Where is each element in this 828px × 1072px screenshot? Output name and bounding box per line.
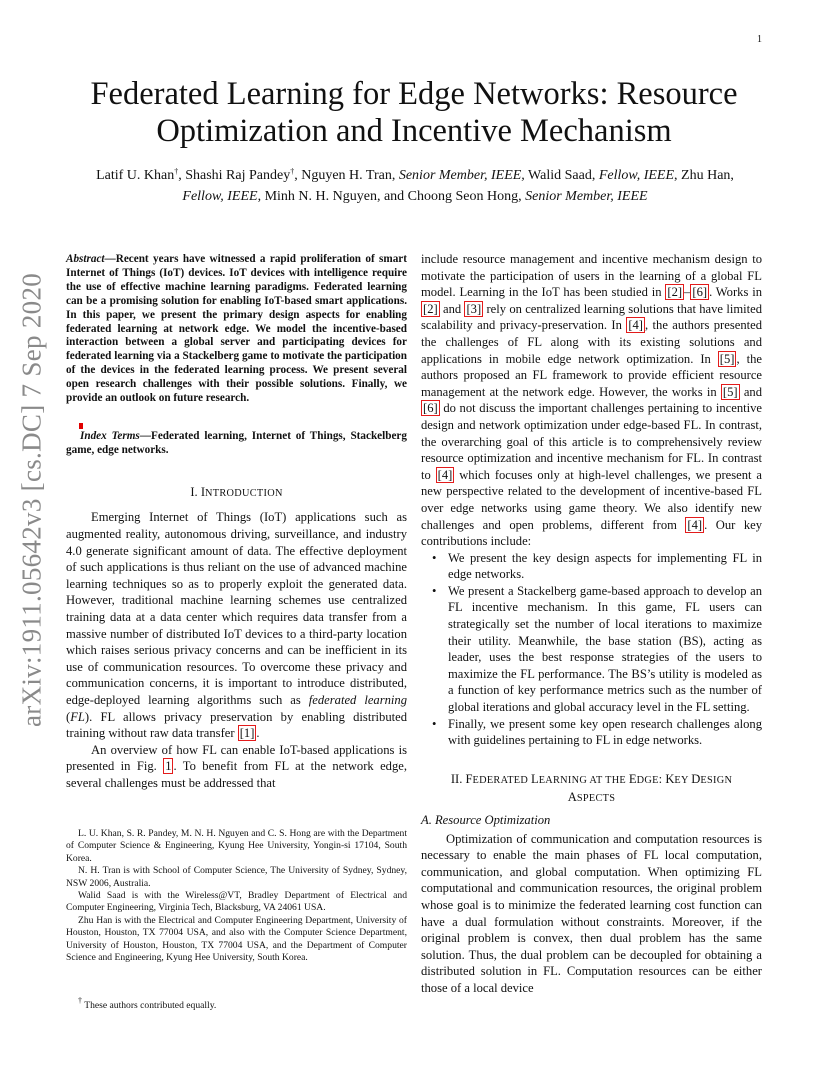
section-heading-text: L bbox=[530, 771, 539, 786]
paragraph-text: . Works in bbox=[709, 285, 762, 300]
paragraph-text: . bbox=[256, 726, 260, 741]
author-name: , Shashi Raj Pandey bbox=[178, 168, 291, 183]
paragraph-text: , the authors proposed an FL framework to provide efficient resource management at the network edge. However, the works in bbox=[421, 351, 762, 399]
footnote: L. U. Khan, S. R. Pandey, M. N. H. Nguyen and C. S. Hong are with the Department of Computer Science & Engineering, Kyung Hee University, Yongin-si 17104, South Korea. bbox=[66, 828, 407, 864]
section-number: II. bbox=[450, 771, 466, 786]
paragraph-text: rely on centralized learning solutions that have limited scalability and privacy-preservation. In bbox=[421, 301, 762, 333]
citation-link[interactable]: [2] bbox=[667, 285, 683, 300]
author-role: Senior Member, IEEE bbox=[525, 189, 648, 204]
section-heading-text: EDERATED bbox=[472, 774, 531, 786]
abstract-text: —Recent years have witnessed a rapid proliferation of smart Internet of Things (IoT) devices. IoT devices with intelligence require the use of effective machine learning paradigms. Federated learning can be a promising solution for enabling IoT-based smart applications. In this paper, we present the primary design aspects for enabling federated learning at network edge. We model the incentive-based interaction between a global server and participating devices for federated learning via a Stackelberg game to motivate the participation of the devices in the federated learning process. We present several open research challenges with their possible solutions. Finally, we provide an outlook on future research. bbox=[66, 253, 407, 405]
section-heading-text: EARNING AT THE bbox=[538, 774, 629, 786]
paragraph-text: Emerging Internet of Things (IoT) applications such as augmented reality, autonomous driving, surveillance, and industry 4.0 generate significant amount of data. The effective deployment of such applications is thus reliant on the use of advanced machine learning techniques so as to properly exploit the generated data. However, traditional machine learning schemes use centralized training data at a data center which requires data transfer from a massive number of distributed IoT devices to a third-party location which raises serious privacy concerns and can be inefficient in its use of communication resources. To overcome these privacy and communication concerns, it is important to introduce distributed, edge-deployed learning algorithms such as bbox=[66, 510, 407, 707]
annotation-marker bbox=[79, 423, 83, 429]
index-terms-text: —Federated learning, Internet of Things, Stackelberg game, edge networks. bbox=[66, 429, 407, 456]
contributions-list bbox=[421, 550, 762, 749]
citation-link[interactable]: [6] bbox=[423, 401, 438, 416]
section-heading-text: DGE bbox=[636, 774, 659, 786]
paragraph-text: which focuses only at high-level challenges, we present a new perspective related to the development of incentive-based FL over edge networks using game theory. We also identify new challenges and open problems, different from bbox=[421, 467, 762, 532]
section-heading-text: E bbox=[628, 771, 637, 786]
citation-link[interactable]: [4] bbox=[687, 517, 703, 532]
citation-link[interactable]: [5] bbox=[722, 384, 738, 399]
citation-link[interactable]: [4] bbox=[437, 467, 453, 482]
author-mark: † bbox=[290, 167, 295, 176]
paragraph-text: ). FL allows privacy preservation by enabling distributed training without raw data transfer bbox=[66, 709, 407, 741]
author-role: Fellow, IEEE bbox=[598, 168, 675, 183]
author-name: Latif U. Khan bbox=[96, 168, 175, 183]
index-terms-label: Index Terms bbox=[80, 429, 140, 442]
emphasis-text: federated learning bbox=[308, 692, 408, 707]
section-heading-fl-at-edge bbox=[421, 771, 762, 808]
paragraph-text: and bbox=[439, 301, 465, 316]
equal-contribution-note bbox=[78, 996, 217, 1011]
author-name: Walid Saad, bbox=[524, 168, 599, 183]
citation-link[interactable]: [3] bbox=[466, 301, 482, 316]
section-heading-text: I bbox=[200, 484, 206, 499]
paragraph-text: do not discuss the important challenges pertaining to incentive design and network optimization under edge-based FL. In contrast, the overarching goal of this article is to comprehensively review resource optimization and incentive mechanism for FL. In contrast to bbox=[421, 401, 762, 482]
footnote-text: These authors contributed equally. bbox=[82, 1000, 217, 1011]
author-name: , Zhu Han, bbox=[674, 168, 734, 183]
paragraph-text: include resource management and incentive mechanism design to motivate the participation of users in the learning of a global FL model. Learning in the IoT has been studied in bbox=[421, 252, 762, 300]
section-heading-text: : K bbox=[658, 771, 675, 786]
paragraph-text: and bbox=[739, 384, 762, 399]
citation-link[interactable]: [5] bbox=[719, 351, 735, 366]
footnotes bbox=[66, 828, 407, 964]
right-column bbox=[421, 251, 762, 997]
left-column bbox=[66, 253, 407, 791]
intro-paragraph bbox=[66, 509, 407, 741]
paragraph-text: – bbox=[684, 285, 691, 300]
resource-optimization-paragraph: Optimization of communication and computation resources is necessary to enable the main phases of FL local computation, communication, and global computation. When optimizing FL computational and communication resources, the original problem whose goal is to minimize the federated learning cost function can have a dual formulation without constraints. Moreover, if the original problem is convex, then dual problem has the same solution. Thus, the dual problem can be decoupled for obtaining a distributed solution in FL. Computation resources can be either those of a local device bbox=[421, 831, 762, 995]
intro-paragraph-continued bbox=[421, 251, 762, 550]
figure-link[interactable]: 1 bbox=[165, 759, 172, 774]
paper-title bbox=[60, 76, 768, 150]
footnote: Walid Saad is with the Wireless@VT, Bradley Department of Electrical and Computer Engineering, Virginia Tech, Blacksburg, VA 24061 USA. bbox=[66, 890, 407, 914]
abstract bbox=[66, 253, 407, 406]
author-list bbox=[80, 165, 750, 207]
section-heading-text: ESIGN bbox=[700, 774, 733, 786]
paragraph-text: . Our key contributions include: bbox=[421, 517, 762, 549]
paragraph-text: . To benefit from FL at the network edge, several challenges must be addressed that bbox=[66, 759, 407, 790]
author-role: Fellow, IEEE bbox=[182, 189, 258, 204]
index-terms bbox=[66, 430, 407, 458]
subsection-heading: A. Resource Optimization bbox=[421, 813, 551, 827]
author-role: Senior Member, IEEE, bbox=[398, 168, 525, 183]
page-number: 1 bbox=[757, 34, 762, 45]
section-heading-text: NTRODUCTION bbox=[205, 487, 283, 499]
paragraph-text: ( bbox=[66, 709, 71, 724]
footnote: Zhu Han is with the Electrical and Computer Engineering Department, University of Houston, Houston, TX 77004 USA, and also with the Computer Science Department, University of Houston, Houston, TX 77004 USA, and the Department of Computer Science and Engineering, Kyung Hee University, South Korea. bbox=[66, 914, 407, 964]
title-line-2: Optimization and Incentive Mechanism bbox=[156, 113, 672, 149]
citation-link[interactable]: [1] bbox=[239, 726, 255, 741]
citation-link[interactable]: [6] bbox=[692, 285, 708, 300]
paragraph-text: An overview of how FL can enable IoT-based applications is presented in Fig. bbox=[66, 742, 407, 774]
section-number: I. bbox=[190, 484, 201, 499]
section-heading-introduction bbox=[66, 484, 407, 503]
section-heading-text: A bbox=[567, 790, 577, 805]
list-item: • We present the key design aspects for implementing FL in edge networks. bbox=[421, 550, 762, 583]
abstract-label: Abstract bbox=[66, 253, 105, 265]
author-mark: † bbox=[174, 167, 179, 176]
section-heading-text: SPECTS bbox=[576, 793, 616, 805]
citation-link[interactable]: [4] bbox=[628, 318, 643, 333]
arxiv-identifier: arXiv:1911.05642v3 [cs.DC] 7 Sep 2020 bbox=[16, 272, 47, 728]
footnote-mark: † bbox=[78, 996, 82, 1005]
section-heading-text: EY bbox=[674, 774, 692, 786]
section-heading-text: F bbox=[465, 771, 473, 786]
list-item: • Finally, we present some key open research challenges along with guidelines pertaining to FL in edge networks. bbox=[421, 716, 762, 749]
author-name: , Nguyen H. Tran, bbox=[294, 168, 399, 183]
footnote: N. H. Tran is with School of Computer Science, The University of Sydney, Sydney, NSW 2006, Australia. bbox=[66, 865, 407, 889]
emphasis-text: FL bbox=[70, 709, 85, 724]
section-heading-text: D bbox=[691, 771, 701, 786]
author-name: , Minh N. H. Nguyen, and Choong Seon Hong, bbox=[257, 189, 526, 204]
title-line-1: Federated Learning for Edge Networks: Resource bbox=[90, 76, 738, 112]
list-item: • We present a Stackelberg game-based approach to develop an FL incentive mechanism. In this game, FL users can strategically set the number of local iterations to maximize their utility. Meanwhile, the base station (BS), acting as leader, uses the best response strategies of the users to maximize the FL performance. The BS’s utility is modeled as a function of key performance metrics such as the number of global iterations and global accuracy level in the FL setting. bbox=[421, 583, 762, 716]
citation-link[interactable]: [2] bbox=[423, 301, 438, 316]
paragraph-text: , the authors presented the challenges of FL along with its existing solutions and applications in mobile edge network optimization. In bbox=[421, 318, 763, 366]
intro-paragraph bbox=[66, 742, 407, 792]
